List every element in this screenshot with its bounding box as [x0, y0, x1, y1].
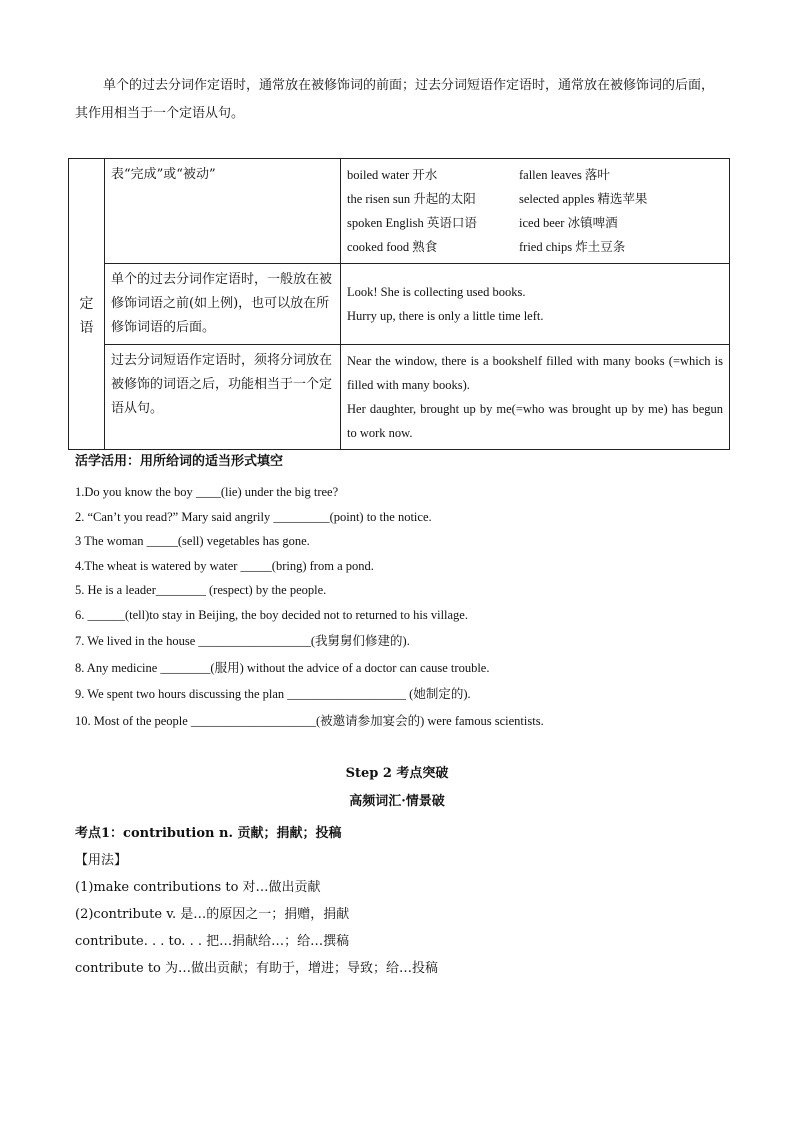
example-sentence: Near the window, there is a bookshelf filled with many books (=which is filled with many books).	[347, 354, 723, 392]
exercise-item: 3 The woman _____(sell) vegetables has gone.	[75, 534, 310, 548]
practice-title: 活学活用：用所给词的适当形式填空	[75, 454, 284, 469]
usage-label: 【用法】	[75, 853, 128, 868]
table-desc-cell: 表“完成”或“被动”	[105, 159, 341, 264]
exercise-list	[75, 480, 735, 735]
usage-item: (2)contribute v. 是…的原因之一；捐赠，捐献	[75, 907, 350, 922]
example-text: spoken English 英语口语	[347, 216, 477, 230]
example-pair	[347, 163, 723, 187]
example-text: fallen leaves 落叶	[519, 168, 610, 182]
exercise-item: 5. He is a leader________ (respect) by the people.	[75, 583, 327, 597]
example-text: selected apples 精选苹果	[519, 192, 648, 206]
exercise-item: 10. Most of the people ____________________(被邀请参加宴会的) were famous scientists.	[75, 713, 544, 728]
usage-item: contribute to 为…做出贡献；有助于，增进；导致；给…投稿	[75, 961, 439, 976]
example-text: boiled water 开水	[347, 168, 438, 182]
example-text: iced beer 冰镇啤酒	[519, 216, 618, 230]
table-example-cell	[341, 159, 730, 264]
table-example-cell	[341, 264, 730, 345]
exercise-item: 2. “Can’t you read?” Mary said angrily _________(point) to the notice.	[75, 509, 432, 524]
example-pair	[347, 187, 723, 211]
example-pair	[347, 235, 723, 259]
example-text: the risen sun 升起的太阳	[347, 192, 476, 206]
exercise-item: 4.The wheat is watered by water _____(bring) from a pond.	[75, 558, 374, 573]
table-row	[69, 345, 730, 450]
usage-item: (1)make contributions to 对…做出贡献	[75, 880, 321, 895]
usage-item: contribute. . . to. . . 把…捐献给…；给…撰稿	[75, 934, 350, 949]
example-text: fried chips 炸土豆条	[519, 240, 626, 254]
intro-paragraph: 单个的过去分词作定语时，通常放在被修饰词的前面；过去分词短语作定语时，通常放在被修饰词的后面，其作用相当于一个定语从句。	[75, 78, 715, 121]
exercise-item: 7. We lived in the house __________________(我舅舅们修建的).	[75, 634, 410, 648]
table-example-cell	[341, 345, 730, 450]
exercise-item: 6. ______(tell)to stay in Beijing, the boy decided not to returned to his village.	[75, 607, 468, 622]
example-sentence: Look! She is collecting used books.	[347, 285, 526, 299]
step-subtitle: 高频词汇·情景破	[349, 794, 445, 809]
example-sentence: Her daughter, brought up by me(=who was brought up by me) has begun to work now.	[347, 402, 723, 440]
table-row	[69, 159, 730, 264]
exercise-item: 8. Any medicine ________(服用) without the advice of a doctor can cause trouble.	[75, 660, 490, 675]
step-title: Step 2 考点突破	[345, 766, 449, 781]
table-desc-cell: 单个的过去分词作定语时，一般放在被修饰词语之前(如上例)，也可以放在所修饰词语的后面。	[105, 264, 341, 345]
exercise-item: 9. We spent two hours discussing the plan ___________________ (她制定的).	[75, 687, 471, 701]
example-sentence: Hurry up, there is only a little time left.	[347, 309, 544, 323]
example-text: cooked food 熟食	[347, 240, 438, 254]
table-label-cell: 定 语	[69, 159, 105, 450]
example-pair	[347, 211, 723, 235]
grammar-table	[68, 158, 730, 450]
vocab-section	[75, 820, 735, 982]
exercise-item: 1.Do you know the boy ____(lie) under the big tree?	[75, 485, 339, 499]
table-desc-cell: 过去分词短语作定语时，须将分词放在被修饰的词语之后，功能相当于一个定语从句。	[105, 345, 341, 450]
table-row	[69, 264, 730, 345]
kaodian-heading: 考点1：contribution n. 贡献；捐献；投稿	[75, 826, 342, 841]
